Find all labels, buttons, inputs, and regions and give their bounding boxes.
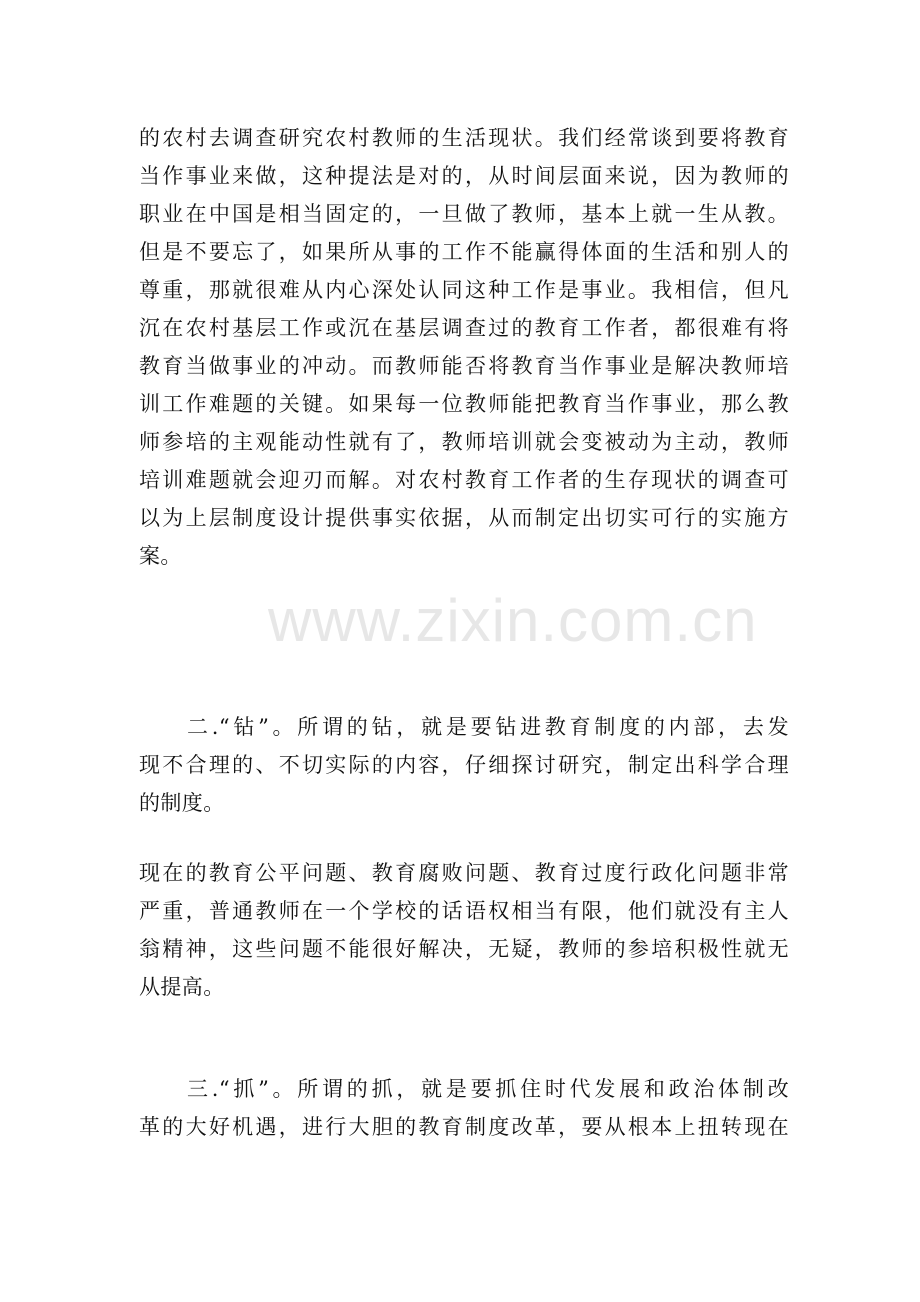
text-line: 从提高。 — [139, 975, 225, 999]
text-line: 职业在中国是相当固定的，一旦做了教师，基本上就一生从教。 — [139, 202, 789, 226]
paragraph-rural-teachers — [139, 119, 789, 575]
paragraph-education-problems — [139, 854, 789, 1006]
text-line: 但是不要忘了，如果所从事的工作不能赢得体面的生活和别人的 — [139, 240, 789, 264]
watermark: www.zixin.com.cn — [268, 587, 758, 654]
paragraph-section-three — [139, 1070, 789, 1146]
text-line: 以为上层制度设计提供事实依据，从而制定出切实可行的实施方 — [139, 506, 789, 530]
section-heading-line: 三.“抓”。所谓的抓，就是要抓住时代发展和政治体制改 — [187, 1077, 789, 1101]
text-line: 沉在农村基层工作或沉在基层调查过的教育工作者，都很难有将 — [139, 316, 789, 340]
text-line: 现不合理的、不切实际的内容，仔细探讨研究，制定出科学合理 — [139, 753, 789, 777]
text-line: 培训难题就会迎刃而解。对农村教育工作者的生存现状的调查可 — [139, 468, 789, 492]
text-line: 训工作难题的关键。如果每一位教师能把教育当作事业，那么教 — [139, 392, 789, 416]
text-line: 师参培的主观能动性就有了，教师培训就会变被动为主动，教师 — [139, 430, 789, 454]
text-line: 的制度。 — [139, 791, 225, 815]
text-line: 当作事业来做，这种提法是对的，从时间层面来说，因为教师的 — [139, 164, 789, 188]
text-line: 现在的教育公平问题、教育腐败问题、教育过度行政化问题非常 — [139, 861, 789, 885]
section-heading-line: 二.“钻”。所谓的钻，就是要钻进教育制度的内部，去发 — [187, 715, 789, 739]
text-line: 翁精神，这些问题不能很好解决，无疑，教师的参培积极性就无 — [139, 937, 789, 961]
text-line: 革的大好机遇，进行大胆的教育制度改革，要从根本上扭转现在 — [139, 1115, 789, 1139]
text-line: 的农村去调查研究农村教师的生活现状。我们经常谈到要将教育 — [139, 126, 789, 150]
text-line: 教育当做事业的冲动。而教师能否将教育当作事业是解决教师培 — [139, 354, 789, 378]
text-line: 严重，普通教师在一个学校的话语权相当有限，他们就没有主人 — [139, 899, 789, 923]
paragraph-section-two — [139, 708, 789, 822]
text-line: 案。 — [139, 544, 182, 568]
text-line: 尊重，那就很难从内心深处认同这种工作是事业。我相信，但凡 — [139, 278, 789, 302]
